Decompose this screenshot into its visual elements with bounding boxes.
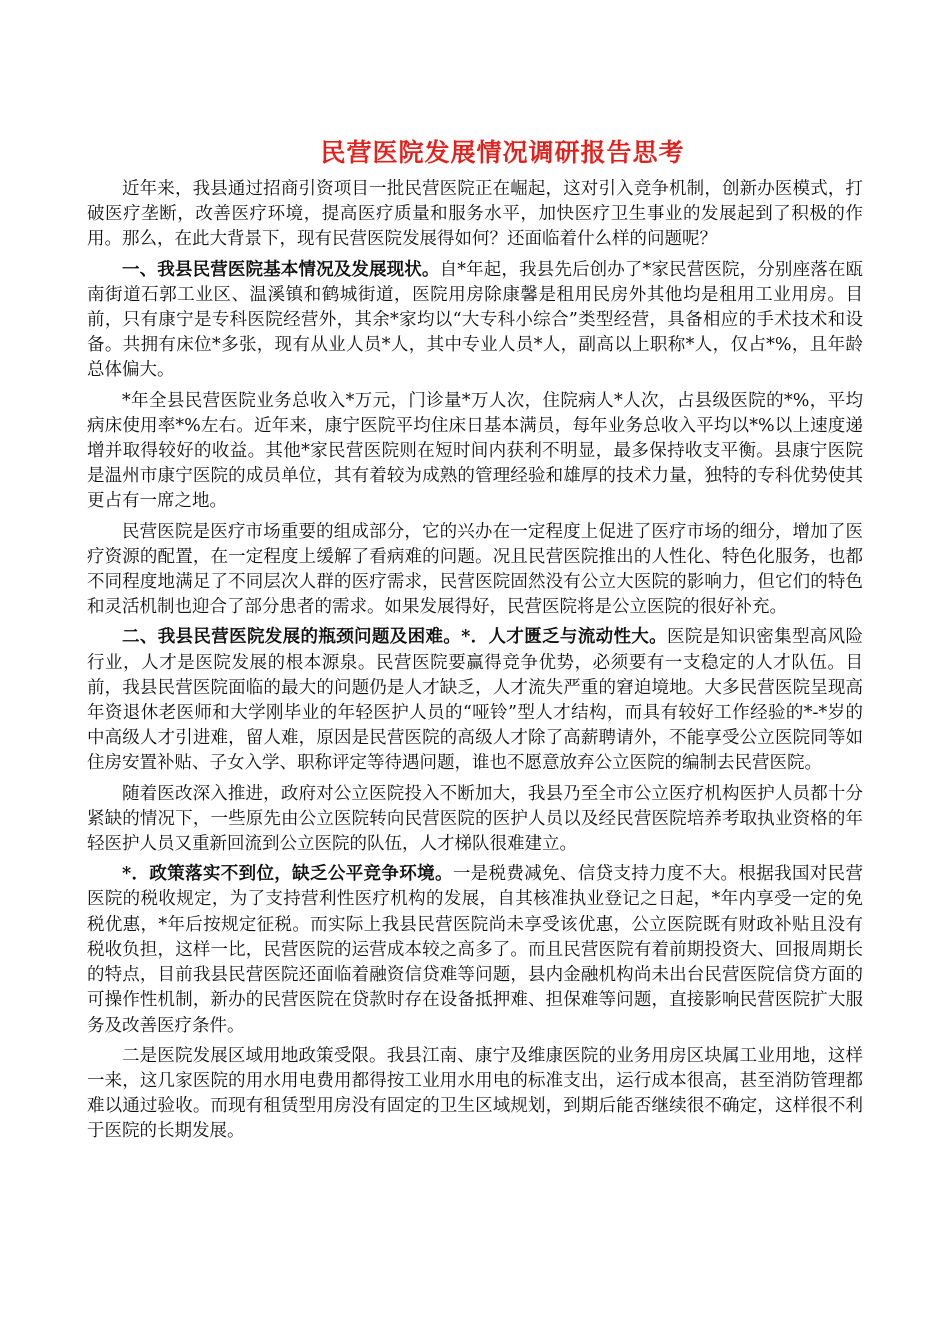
document-title: 民营医院发展情况调研报告思考 [320,138,685,167]
section-heading: 一、我县民营医院基本情况及发展现状。 [122,259,440,280]
paragraph-policy [87,862,863,1038]
section-heading: 二、我县民营医院发展的瓶颈问题及困难。*．人才匮乏与流动性大。 [122,627,667,648]
paragraph-text: 近年来，我县通过招商引资项目一批民营医院正在崛起，这对引入竞争机制，创新办医模式，打破医疗垄断，改善医疗环境，提高医疗质量和服务水平，加快医疗卫生事业的发展起到了积极的作用。那么，在此大背景下，现有民营医院发展得如何？还面临着什么样的问题呢？ [87,179,863,250]
section-heading: *．政策落实不到位，缺乏公平竞争环境。 [122,864,453,885]
paragraph-income [87,389,863,515]
paragraph-section-2 [87,625,863,776]
paragraph-section-1 [87,258,863,384]
paragraph-text: 民营医院是医疗市场重要的组成部分，它的兴办在一定程度上促进了医疗市场的细分，增加了医疗资源的配置，在一定程度上缓解了看病难的问题。况且民营医院推出的人性化、特色化服务，也都不同程度地满足了不同层次人群的医疗需求，民营医院固然没有公立大医院的影响力，但它们的特色和灵活机制也迎合了部分患者的需求。如果发展得好，民营医院将是公立医院的很好补充。 [87,521,863,618]
paragraph-role [87,520,863,621]
paragraph-text: 一是税费减免、信贷支持力度不大。根据我国对民营医院的税收规定，为了支持营利性医疗机构的发展，自其核准执业登记之日起，*年内享受一定的免税优惠，*年后按规定征税。而实际上我县民营医院尚未享受该优惠，公立医院既有财政补贴且没有税收负担，这样一比，民营医院的运营成本较之高多了。而且民营医院有着前期投资大、回报周期长的特点，目前我县民营医院还面临着融资信贷难等问题，县内金融机构尚未出台民营医院信贷方面的可操作性机制，新办的民营医院在贷款时存在设备抵押难、担保难等问题，直接影响民营医院扩大服务及改善医疗条件。 [87,864,864,1036]
paragraph-text: *年全县民营医院业务总收入*万元，门诊量*万人次，住院病人*人次，占县级医院的*%，平均病床使用率*%左右。近年来，康宁医院平均住床日基本满员，每年业务总收入平均以*%以上速度递增并取得较好的收益。其他*家民营医院则在短时间内获利不明显，最多保持收支平衡。县康宁医院是温州市康宁医院的成员单位，其有着较为成熟的管理经验和雄厚的技术力量，独特的专科优势使其更占有一席之地。 [87,390,863,512]
paragraph-text: 医院是知识密集型高风险行业，人才是医院发展的根本源泉。民营医院要赢得竞争优势，必须要有一支稳定的人才队伍。目前，我县民营医院面临的最大的问题仍是人才缺乏，人才流失严重的窘迫境地。大多民营医院呈现高年资退休老医师和大学刚毕业的年轻医护人员的“哑铃”型人才结构，而具有较好工作经验的*-*岁的中高级人才引进难，留人难，原因是民营医院的高级人才除了高薪聘请外，不能享受公立医院同等如住房安置补贴、子女入学、职称评定等待遇问题，谁也不愿意放弃公立医院的编制去民营医院。 [87,627,863,774]
paragraph-text: 随着医改深入推进，政府对公立医院投入不断加大，我县乃至全市公立医疗机构医护人员都十分紧缺的情况下，一些原先由公立医院转向民营医院的医护人员以及经民营医院培养考取执业资格的年轻医护人员又重新回流到公立医院的队伍，人才梯队很难建立。 [87,783,863,855]
paragraph-land-use [87,1044,863,1145]
paragraph-text: 自*年起，我县先后创办了*家民营医院，分别座落在瓯南街道石郭工业区、温溪镇和鹤城街道，医院用房除康馨是租用民房外其他均是租用工业用房。目前，只有康宁是专科医院经营外，其余*家均以“大专科小综合”类型经营，具备相应的手术技术和设备。共拥有床位*多张，现有从业人员*人，其中专业人员*人，副高以上职称*人，仅占*%，且年龄总体偏大。 [87,259,864,381]
paragraph-intro [87,177,863,253]
document-body [87,177,863,1145]
paragraph-text: 二是医院发展区域用地政策受限。我县江南、康宁及维康医院的业务用房区块属工业用地，这样一来，这几家医院的用水用电费用都得按工业用水用电的标准支出，运行成本很高，甚至消防管理都难以通过验收。而现有租赁型用房没有固定的卫生区域规划，到期后能否继续很不确定，这样很不利于医院的长期发展。 [87,1045,863,1142]
paragraph-talent-flow [87,782,863,858]
